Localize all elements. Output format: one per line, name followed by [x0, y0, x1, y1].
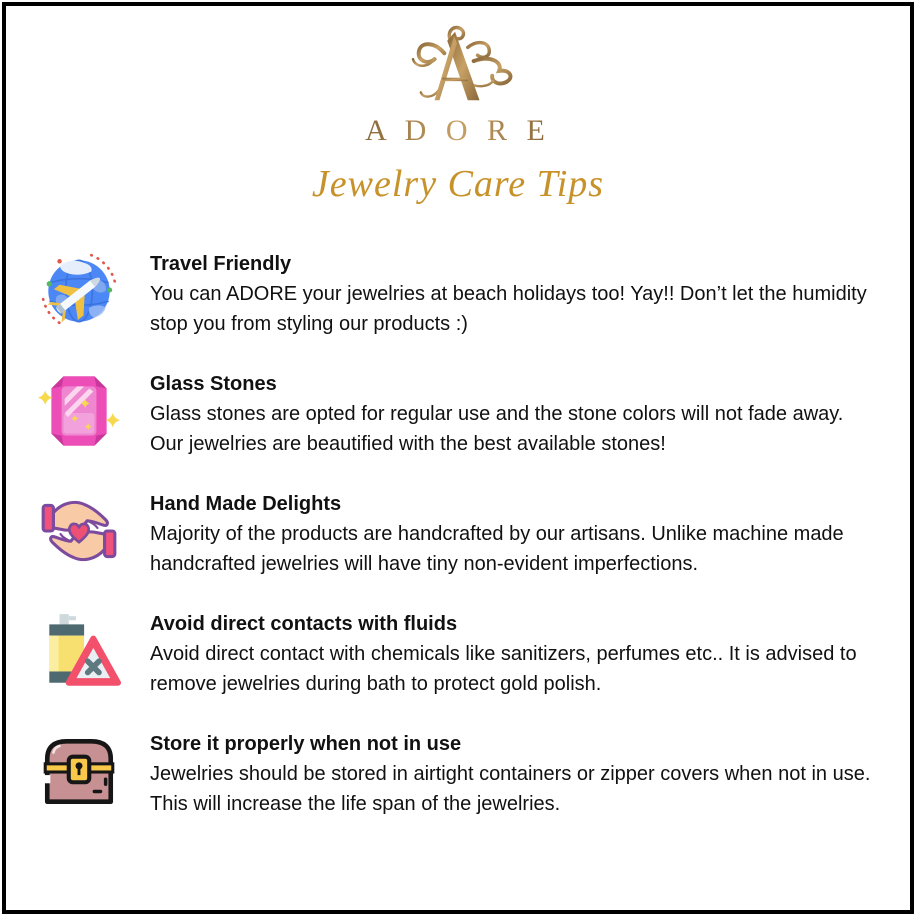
tip-row-travel: [36, 248, 876, 339]
brand-name-text: A D O R E: [365, 114, 551, 147]
tip-title: Travel Friendly: [150, 253, 292, 275]
brand-logo-ornate-a-icon: [373, 22, 543, 110]
tip-text: [150, 248, 876, 339]
tip-title: Glass Stones: [150, 373, 277, 395]
bottle-warning-triangle-icon: [36, 608, 122, 694]
brand-wordmark: [258, 110, 658, 150]
tip-body: You can ADORE your jewelries at beach holidays too! Yay!! Don’t let the humidity stop you from styling our products :): [150, 283, 867, 335]
tip-text: [150, 488, 876, 579]
tip-title: Hand Made Delights: [150, 493, 342, 515]
tip-body: Majority of the products are handcrafted by our artisans. Unlike machine made handcrafted jewelries will have tiny non-evident imperfections.: [150, 523, 844, 575]
tip-row-fluids: [36, 608, 876, 699]
tips-list: [0, 248, 916, 819]
tip-row-storage: [36, 728, 876, 819]
tip-text: [150, 728, 876, 819]
tip-title: Store it properly when not in use: [150, 733, 462, 755]
header: [0, 0, 916, 206]
tip-row-glass-stones: [36, 368, 876, 459]
tip-title: Avoid direct contacts with fluids: [150, 613, 458, 635]
tip-text: [150, 608, 876, 699]
tip-row-handmade: [36, 488, 876, 579]
globe-airplane-icon: [36, 248, 122, 334]
pink-gem-icon: [36, 368, 122, 454]
tip-body: Avoid direct contact with chemicals like sanitizers, perfumes etc.. It is advised to remove jewelries during bath to protect gold polish.: [150, 643, 857, 695]
hands-holding-heart-icon: [36, 488, 122, 574]
tip-body: Jewelries should be stored in airtight containers or zipper covers when not in use. This will increase the life span of the jewelries.: [150, 763, 871, 815]
treasure-chest-icon: [36, 728, 122, 814]
tip-text: [150, 368, 876, 459]
tip-body: Glass stones are opted for regular use and the stone colors will not fade away. Our jewelries are beautified with the best available stones!: [150, 403, 844, 455]
page-title: Jewelry Care Tips: [311, 163, 605, 205]
